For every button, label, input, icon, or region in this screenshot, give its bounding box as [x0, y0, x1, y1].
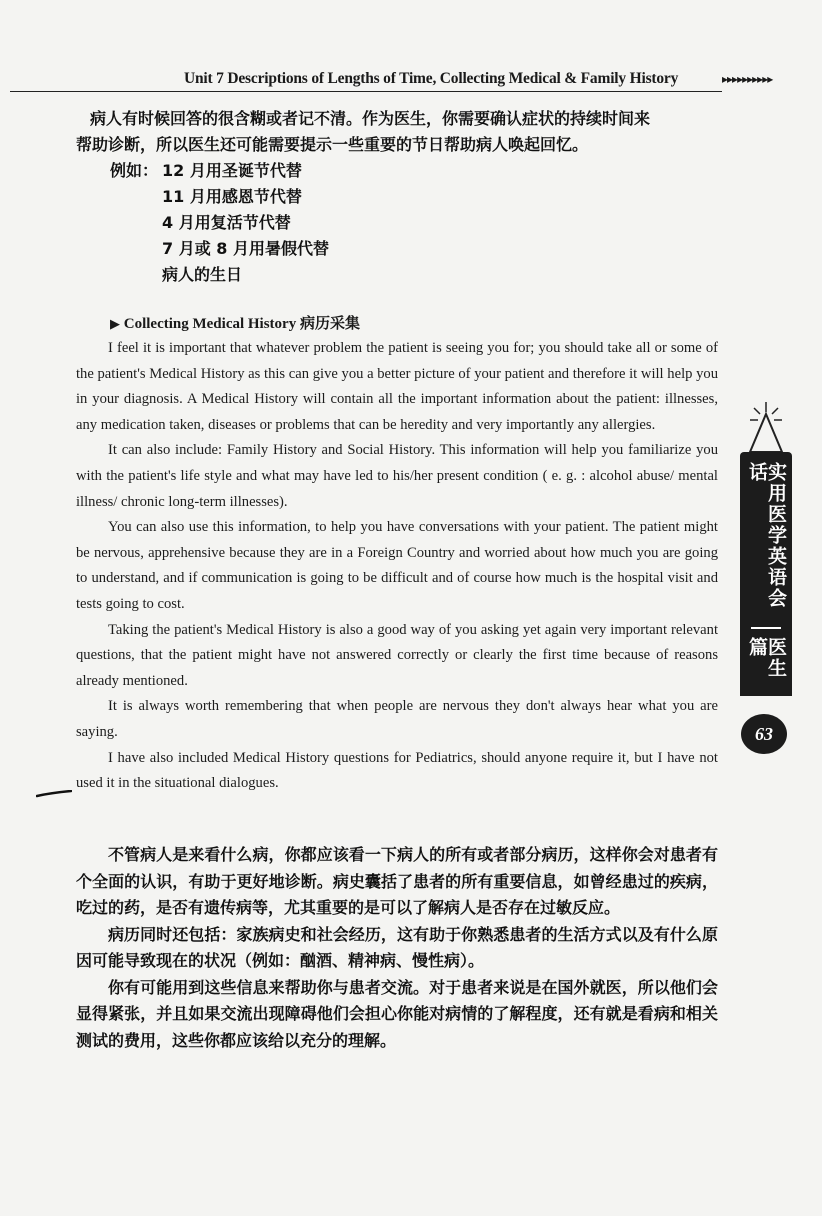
book-title: 实用医学英语会话	[746, 462, 787, 609]
chinese-body	[76, 842, 718, 1054]
chinese-paragraph: 你有可能用到这些信息来帮助你与患者交流。对于患者来说是在国外就医，所以他们会显得紧张，并且如果交流出现障碍他们会担心你能对病情的了解程度，还有就是看病和相关测试的费用，这些你都应该给以充分的理解。	[76, 977, 718, 1050]
page-number: 63	[741, 714, 787, 754]
margin-pen-mark	[36, 790, 72, 798]
english-paragraph: It is always worth remembering that when people are nervous they don't always hear what you are saying.	[76, 698, 718, 740]
example-item: 12 月用圣诞节代替	[162, 161, 302, 180]
volume-label: 医生篇	[746, 637, 787, 680]
header-arrows: ▸▸▸▸▸▸▸▸▸▸	[722, 72, 773, 86]
section-title: Collecting Medical History 病历采集	[123, 316, 360, 332]
intro-line-1: 病人有时候回答的很含糊或者记不清。作为医生，你需要确认症状的持续时间来	[90, 109, 651, 128]
section-heading	[110, 312, 360, 333]
triangle-marker-icon: ▶	[110, 317, 120, 332]
english-paragraph: I have also included Medical History questions for Pediatrics, should anyone require it, but I have not used it in the situational dialogues.	[76, 749, 718, 792]
english-paragraph: Taking the patient's Medical History is also a good way of you asking yet again very important relevant questions, that the patient might have not answered correctly or clearly the first time because of reasons already mentioned.	[76, 621, 718, 689]
example-item: 7 月或 8 月用暑假代替	[162, 239, 329, 258]
english-body	[76, 336, 718, 797]
tab-divider	[751, 627, 781, 629]
side-tab	[740, 452, 792, 696]
chinese-paragraph: 不管病人是来看什么病，你都应该看一下病人的所有或者部分病历，这样你会对患者有个全面的认识，有助于更好地诊断。病史囊括了患者的所有重要信息，如曾经患过的疾病，吃过的药，是否有遗传病等，尤其重要的是可以了解病人是否存在过敏反应。	[76, 845, 718, 917]
example-label: 例如：	[110, 161, 159, 180]
chinese-paragraph: 病历同时还包括：家族病史和社会经历，这有助于你熟悉患者的生活方式以及有什么原因可能导致现在的状况（例如：酗酒、精神病、慢性病）。	[76, 924, 718, 970]
example-item: 11 月用感恩节代替	[162, 187, 302, 206]
example-item: 4 月用复活节代替	[162, 213, 291, 232]
pencil-arrow-icon	[746, 400, 786, 454]
english-paragraph: You can also use this information, to help you have conversations with your patient. The patient might be nervous, apprehensive because they are in a Foreign Country and worried about how much you are going to understand, and if communication is going to be difficult and of course how much is the hospital visit and tests going to cost.	[76, 519, 718, 612]
english-paragraph: I feel it is important that whatever problem the patient is seeing you for; you should take all or some of the patient's Medical History as this can give you a better picture of your patient and therefore it will help you in your diagnosis. A Medical History will contain all the important information about the patient: illnesses, any medication taken, diseases or problems that can be heredity and very importantly any allergies.	[76, 340, 718, 433]
header-rule	[10, 91, 722, 92]
intro-line-2: 帮助诊断，所以医生还可能需要提示一些重要的节日帮助病人唤起回忆。	[76, 135, 589, 154]
english-paragraph: It can also include: Family History and Social History. This information will help you familiarize you with the patient's life style and what may have led to his/her present condition ( e. g. : alcohol abuse/ mental illness/ chronic long-term illnesses).	[76, 442, 718, 510]
example-item: 病人的生日	[162, 265, 243, 284]
running-header: Unit 7 Descriptions of Lengths of Time, Collecting Medical & Family History	[184, 70, 679, 87]
